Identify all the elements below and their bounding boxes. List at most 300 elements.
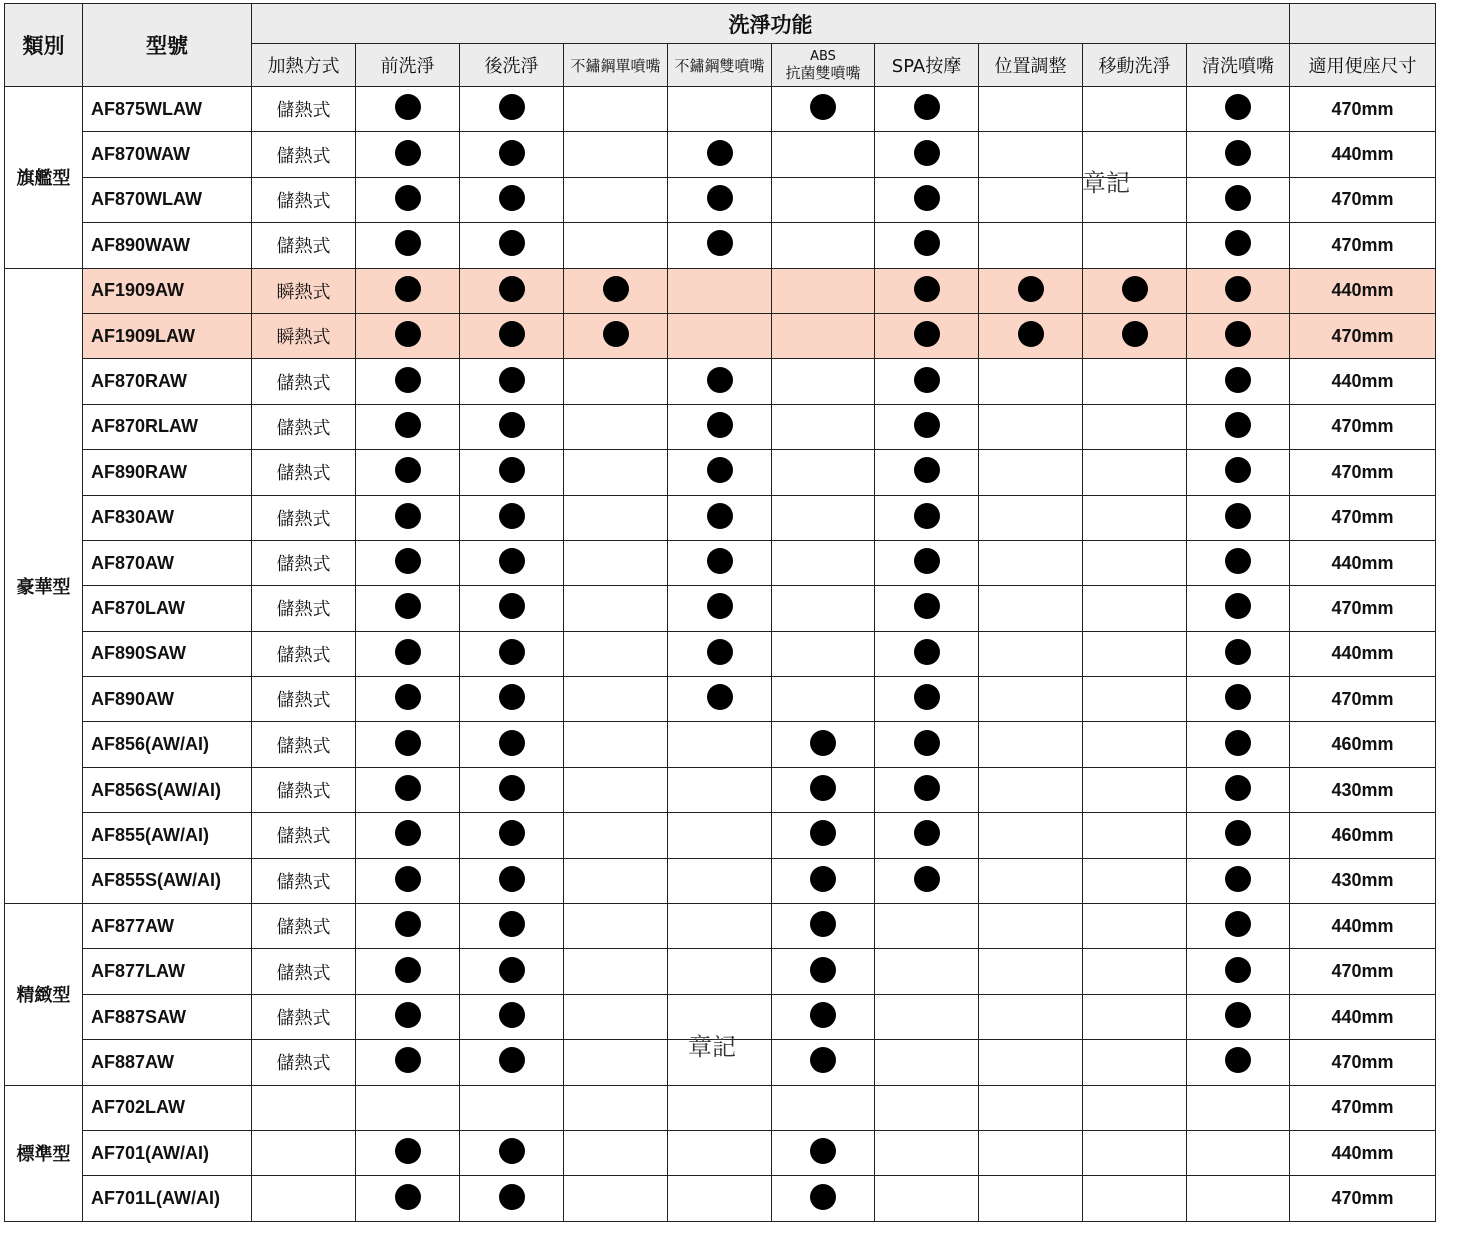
ss-single-nozzle-cell <box>564 359 668 404</box>
filled-dot-icon <box>914 230 940 256</box>
ss-double-nozzle-cell <box>668 223 772 268</box>
model-cell: AF877AW <box>83 904 252 949</box>
ss-double-nozzle-cell <box>668 132 772 177</box>
spa-massage-cell <box>875 540 979 585</box>
filled-dot-icon <box>914 321 940 347</box>
filled-dot-icon <box>707 367 733 393</box>
abs-double-nozzle-cell <box>772 132 875 177</box>
nozzle-clean-cell <box>1187 495 1290 540</box>
table-row <box>5 1130 1436 1175</box>
table-row <box>5 450 1436 495</box>
size-cell: 440mm <box>1290 904 1436 949</box>
ss-double-nozzle-cell <box>668 177 772 222</box>
heating-cell <box>252 1085 356 1130</box>
table-row <box>5 904 1436 949</box>
filled-dot-icon <box>395 593 421 619</box>
ss-single-nozzle-cell <box>564 631 668 676</box>
filled-dot-icon <box>1225 730 1251 756</box>
spa-massage-cell <box>875 767 979 812</box>
rear-wash-cell <box>460 1130 564 1175</box>
heating-cell: 儲熱式 <box>252 904 356 949</box>
heating-cell: 儲熱式 <box>252 994 356 1039</box>
table-row <box>5 586 1436 631</box>
spa-massage-cell <box>875 313 979 358</box>
spa-massage-cell <box>875 268 979 313</box>
heating-cell: 儲熱式 <box>252 813 356 858</box>
heating-cell: 瞬熱式 <box>252 268 356 313</box>
ss-double-nozzle-cell <box>668 540 772 585</box>
filled-dot-icon <box>914 684 940 710</box>
front-wash-cell <box>356 495 460 540</box>
ss-double-nozzle-cell <box>668 631 772 676</box>
front-wash-cell <box>356 132 460 177</box>
heating-cell: 儲熱式 <box>252 450 356 495</box>
filled-dot-icon <box>914 503 940 529</box>
filled-dot-icon <box>1225 94 1251 120</box>
heating-cell <box>252 1130 356 1175</box>
filled-dot-icon <box>499 230 525 256</box>
filled-dot-icon <box>395 185 421 211</box>
filled-dot-icon <box>499 911 525 937</box>
heating-cell: 儲熱式 <box>252 722 356 767</box>
size-cell: 470mm <box>1290 404 1436 449</box>
filled-dot-icon <box>395 94 421 120</box>
spa-massage-cell <box>875 858 979 903</box>
ss-single-nozzle-cell <box>564 223 668 268</box>
position-adjust-cell <box>979 1130 1083 1175</box>
filled-dot-icon <box>810 866 836 892</box>
abs-double-nozzle-cell <box>772 1040 875 1085</box>
table-row <box>5 1085 1436 1130</box>
position-adjust-cell <box>979 177 1083 222</box>
filled-dot-icon <box>707 412 733 438</box>
table-row <box>5 813 1436 858</box>
filled-dot-icon <box>707 140 733 166</box>
filled-dot-icon <box>499 593 525 619</box>
header-size-top <box>1290 4 1436 44</box>
header-ss-single-nozzle: 不鏽鋼單噴嘴 <box>564 44 668 87</box>
abs-double-nozzle-cell <box>772 1085 875 1130</box>
filled-dot-icon <box>1225 957 1251 983</box>
rear-wash-cell <box>460 450 564 495</box>
rear-wash-cell <box>460 858 564 903</box>
position-adjust-cell <box>979 223 1083 268</box>
size-cell: 440mm <box>1290 631 1436 676</box>
model-cell: AF870WAW <box>83 132 252 177</box>
ss-double-nozzle-cell <box>668 359 772 404</box>
filled-dot-icon <box>395 775 421 801</box>
moving-wash-cell <box>1083 313 1187 358</box>
ss-double-nozzle-cell <box>668 495 772 540</box>
table-row <box>5 223 1436 268</box>
filled-dot-icon <box>1122 321 1148 347</box>
model-cell: AF890SAW <box>83 631 252 676</box>
header-front-wash: 前洗淨 <box>356 44 460 87</box>
front-wash-cell <box>356 450 460 495</box>
filled-dot-icon <box>707 230 733 256</box>
filled-dot-icon <box>914 820 940 846</box>
ss-double-nozzle-cell <box>668 949 772 994</box>
header-category: 類別 <box>5 4 83 87</box>
filled-dot-icon <box>395 367 421 393</box>
nozzle-clean-cell <box>1187 767 1290 812</box>
moving-wash-cell <box>1083 858 1187 903</box>
filled-dot-icon <box>499 412 525 438</box>
rear-wash-cell <box>460 1176 564 1221</box>
model-cell: AF890AW <box>83 677 252 722</box>
filled-dot-icon <box>914 548 940 574</box>
spa-massage-cell <box>875 1176 979 1221</box>
spa-massage-cell <box>875 949 979 994</box>
filled-dot-icon <box>810 1002 836 1028</box>
filled-dot-icon <box>395 140 421 166</box>
ss-double-nozzle-cell <box>668 1176 772 1221</box>
ss-double-nozzle-cell <box>668 404 772 449</box>
spa-massage-cell <box>875 1040 979 1085</box>
model-cell: AF887SAW <box>83 994 252 1039</box>
model-cell: AF877LAW <box>83 949 252 994</box>
filled-dot-icon <box>1225 684 1251 710</box>
heating-cell: 儲熱式 <box>252 223 356 268</box>
position-adjust-cell <box>979 132 1083 177</box>
filled-dot-icon <box>395 457 421 483</box>
position-adjust-cell <box>979 813 1083 858</box>
filled-dot-icon <box>499 820 525 846</box>
filled-dot-icon <box>810 1138 836 1164</box>
ss-single-nozzle-cell <box>564 904 668 949</box>
moving-wash-cell <box>1083 677 1187 722</box>
size-cell: 430mm <box>1290 858 1436 903</box>
front-wash-cell <box>356 813 460 858</box>
size-cell: 440mm <box>1290 994 1436 1039</box>
abs-double-nozzle-cell <box>772 87 875 132</box>
size-cell: 470mm <box>1290 1176 1436 1221</box>
front-wash-cell <box>356 177 460 222</box>
moving-wash-cell <box>1083 722 1187 767</box>
size-cell: 440mm <box>1290 359 1436 404</box>
size-cell: 470mm <box>1290 313 1436 358</box>
rear-wash-cell <box>460 313 564 358</box>
rear-wash-cell <box>460 177 564 222</box>
filled-dot-icon <box>914 457 940 483</box>
abs-double-nozzle-cell <box>772 495 875 540</box>
abs-double-nozzle-cell <box>772 1130 875 1175</box>
filled-dot-icon <box>395 957 421 983</box>
front-wash-cell <box>356 87 460 132</box>
table-row <box>5 495 1436 540</box>
filled-dot-icon <box>1225 593 1251 619</box>
filled-dot-icon <box>914 639 940 665</box>
spa-massage-cell <box>875 586 979 631</box>
spa-massage-cell <box>875 177 979 222</box>
filled-dot-icon <box>395 321 421 347</box>
abs-double-nozzle-cell <box>772 404 875 449</box>
model-cell: AF1909LAW <box>83 313 252 358</box>
ss-double-nozzle-cell <box>668 904 772 949</box>
filled-dot-icon <box>499 684 525 710</box>
position-adjust-cell <box>979 586 1083 631</box>
rear-wash-cell <box>460 1040 564 1085</box>
filled-dot-icon <box>395 1047 421 1073</box>
table-row <box>5 767 1436 812</box>
heating-cell: 儲熱式 <box>252 1040 356 1085</box>
ss-single-nozzle-cell <box>564 949 668 994</box>
front-wash-cell <box>356 1176 460 1221</box>
filled-dot-icon <box>1225 1047 1251 1073</box>
ss-double-nozzle-cell <box>668 858 772 903</box>
spa-massage-cell <box>875 1130 979 1175</box>
heating-cell: 儲熱式 <box>252 949 356 994</box>
size-cell: 470mm <box>1290 177 1436 222</box>
heating-cell: 儲熱式 <box>252 767 356 812</box>
model-cell: AF887AW <box>83 1040 252 1085</box>
model-cell: AF830AW <box>83 495 252 540</box>
header-abs-label: ABS <box>810 49 836 64</box>
header-moving-wash: 移動洗淨 <box>1083 44 1187 87</box>
filled-dot-icon <box>707 639 733 665</box>
filled-dot-icon <box>395 1002 421 1028</box>
filled-dot-icon <box>499 457 525 483</box>
filled-dot-icon <box>395 548 421 574</box>
spa-massage-cell <box>875 677 979 722</box>
filled-dot-icon <box>499 276 525 302</box>
table-row <box>5 722 1436 767</box>
header-abs-antibacterial-label: 抗菌雙噴嘴 <box>785 64 861 82</box>
spa-massage-cell <box>875 722 979 767</box>
rear-wash-cell <box>460 268 564 313</box>
position-adjust-cell <box>979 1040 1083 1085</box>
filled-dot-icon <box>914 140 940 166</box>
position-adjust-cell <box>979 767 1083 812</box>
filled-dot-icon <box>1122 276 1148 302</box>
abs-double-nozzle-cell <box>772 540 875 585</box>
size-cell: 470mm <box>1290 450 1436 495</box>
abs-double-nozzle-cell <box>772 677 875 722</box>
header-position-adjust: 位置調整 <box>979 44 1083 87</box>
moving-wash-cell <box>1083 495 1187 540</box>
ss-single-nozzle-cell <box>564 586 668 631</box>
filled-dot-icon <box>603 321 629 347</box>
abs-double-nozzle-cell <box>772 223 875 268</box>
filled-dot-icon <box>914 185 940 211</box>
model-cell: AF702LAW <box>83 1085 252 1130</box>
filled-dot-icon <box>914 94 940 120</box>
ss-single-nozzle-cell <box>564 495 668 540</box>
ss-single-nozzle-cell <box>564 858 668 903</box>
filled-dot-icon <box>499 1002 525 1028</box>
position-adjust-cell <box>979 268 1083 313</box>
moving-wash-cell <box>1083 223 1187 268</box>
abs-double-nozzle-cell <box>772 177 875 222</box>
ss-double-nozzle-cell <box>668 586 772 631</box>
filled-dot-icon <box>499 1138 525 1164</box>
rear-wash-cell <box>460 767 564 812</box>
filled-dot-icon <box>1225 503 1251 529</box>
ss-single-nozzle-cell <box>564 767 668 812</box>
filled-dot-icon <box>1225 230 1251 256</box>
moving-wash-cell <box>1083 1176 1187 1221</box>
front-wash-cell <box>356 949 460 994</box>
filled-dot-icon <box>1225 185 1251 211</box>
heating-cell: 儲熱式 <box>252 495 356 540</box>
spa-massage-cell <box>875 495 979 540</box>
ss-double-nozzle-cell <box>668 87 772 132</box>
header-rear-wash: 後洗淨 <box>460 44 564 87</box>
heating-cell: 儲熱式 <box>252 404 356 449</box>
spa-massage-cell <box>875 132 979 177</box>
table-row <box>5 177 1436 222</box>
filled-dot-icon <box>810 730 836 756</box>
front-wash-cell <box>356 540 460 585</box>
filled-dot-icon <box>1018 276 1044 302</box>
front-wash-cell <box>356 904 460 949</box>
category-cell: 精緻型 <box>5 904 83 1086</box>
filled-dot-icon <box>1225 866 1251 892</box>
nozzle-clean-cell <box>1187 1085 1290 1130</box>
size-cell: 470mm <box>1290 1040 1436 1085</box>
ss-double-nozzle-cell <box>668 813 772 858</box>
filled-dot-icon <box>395 820 421 846</box>
model-cell: AF870RAW <box>83 359 252 404</box>
table-row <box>5 858 1436 903</box>
size-cell: 470mm <box>1290 87 1436 132</box>
filled-dot-icon <box>1225 412 1251 438</box>
ss-single-nozzle-cell <box>564 404 668 449</box>
nozzle-clean-cell <box>1187 994 1290 1039</box>
header-heating: 加熱方式 <box>252 44 356 87</box>
position-adjust-cell <box>979 858 1083 903</box>
moving-wash-cell <box>1083 540 1187 585</box>
table-row <box>5 540 1436 585</box>
nozzle-clean-cell <box>1187 223 1290 268</box>
model-cell: AF870LAW <box>83 586 252 631</box>
heating-cell <box>252 1176 356 1221</box>
nozzle-clean-cell <box>1187 177 1290 222</box>
ss-single-nozzle-cell <box>564 722 668 767</box>
front-wash-cell <box>356 722 460 767</box>
category-cell: 標準型 <box>5 1085 83 1221</box>
spa-massage-cell <box>875 994 979 1039</box>
nozzle-clean-cell <box>1187 904 1290 949</box>
rear-wash-cell <box>460 404 564 449</box>
position-adjust-cell <box>979 722 1083 767</box>
abs-double-nozzle-cell <box>772 586 875 631</box>
nozzle-clean-cell <box>1187 313 1290 358</box>
ss-single-nozzle-cell <box>564 450 668 495</box>
filled-dot-icon <box>914 866 940 892</box>
filled-dot-icon <box>1225 1002 1251 1028</box>
filled-dot-icon <box>914 730 940 756</box>
category-cell: 旗艦型 <box>5 87 83 269</box>
heating-cell: 儲熱式 <box>252 858 356 903</box>
moving-wash-cell <box>1083 1130 1187 1175</box>
front-wash-cell <box>356 359 460 404</box>
ss-double-nozzle-cell <box>668 450 772 495</box>
table-row <box>5 268 1436 313</box>
front-wash-cell <box>356 767 460 812</box>
nozzle-clean-cell <box>1187 540 1290 585</box>
table-row <box>5 87 1436 132</box>
ss-single-nozzle-cell <box>564 132 668 177</box>
rear-wash-cell <box>460 813 564 858</box>
moving-wash-cell <box>1083 631 1187 676</box>
rear-wash-cell <box>460 994 564 1039</box>
heating-cell: 儲熱式 <box>252 359 356 404</box>
nozzle-clean-cell <box>1187 1040 1290 1085</box>
heating-cell: 瞬熱式 <box>252 313 356 358</box>
filled-dot-icon <box>1225 911 1251 937</box>
moving-wash-cell <box>1083 268 1187 313</box>
filled-dot-icon <box>1225 775 1251 801</box>
position-adjust-cell <box>979 904 1083 949</box>
model-cell: AF890WAW <box>83 223 252 268</box>
table-row <box>5 404 1436 449</box>
table-row <box>5 313 1436 358</box>
filled-dot-icon <box>1225 140 1251 166</box>
filled-dot-icon <box>914 367 940 393</box>
front-wash-cell <box>356 1040 460 1085</box>
ss-single-nozzle-cell <box>564 268 668 313</box>
filled-dot-icon <box>603 276 629 302</box>
moving-wash-cell <box>1083 1085 1187 1130</box>
moving-wash-cell <box>1083 450 1187 495</box>
moving-wash-cell <box>1083 404 1187 449</box>
filled-dot-icon <box>499 503 525 529</box>
heating-cell: 儲熱式 <box>252 631 356 676</box>
rear-wash-cell <box>460 904 564 949</box>
moving-wash-cell <box>1083 87 1187 132</box>
filled-dot-icon <box>499 321 525 347</box>
abs-double-nozzle-cell <box>772 767 875 812</box>
filled-dot-icon <box>395 412 421 438</box>
model-cell: AF856S(AW/AI) <box>83 767 252 812</box>
abs-double-nozzle-cell <box>772 1176 875 1221</box>
size-cell: 460mm <box>1290 722 1436 767</box>
filled-dot-icon <box>914 775 940 801</box>
filled-dot-icon <box>395 276 421 302</box>
ss-double-nozzle-cell <box>668 268 772 313</box>
position-adjust-cell <box>979 495 1083 540</box>
front-wash-cell <box>356 1130 460 1175</box>
front-wash-cell <box>356 404 460 449</box>
moving-wash-cell <box>1083 949 1187 994</box>
size-cell: 460mm <box>1290 813 1436 858</box>
filled-dot-icon <box>499 1184 525 1210</box>
header-ss-double-nozzle: 不鏽鋼雙噴嘴 <box>668 44 772 87</box>
model-cell: AF875WLAW <box>83 87 252 132</box>
model-cell: AF890RAW <box>83 450 252 495</box>
rear-wash-cell <box>460 949 564 994</box>
position-adjust-cell <box>979 359 1083 404</box>
filled-dot-icon <box>707 503 733 529</box>
nozzle-clean-cell <box>1187 132 1290 177</box>
front-wash-cell <box>356 586 460 631</box>
table-row <box>5 132 1436 177</box>
filled-dot-icon <box>810 820 836 846</box>
position-adjust-cell <box>979 677 1083 722</box>
filled-dot-icon <box>395 866 421 892</box>
filled-dot-icon <box>395 639 421 665</box>
heating-cell: 儲熱式 <box>252 677 356 722</box>
model-cell: AF855S(AW/AI) <box>83 858 252 903</box>
filled-dot-icon <box>810 1047 836 1073</box>
rear-wash-cell <box>460 677 564 722</box>
filled-dot-icon <box>810 911 836 937</box>
heating-cell: 儲熱式 <box>252 177 356 222</box>
filled-dot-icon <box>810 957 836 983</box>
nozzle-clean-cell <box>1187 813 1290 858</box>
filled-dot-icon <box>499 94 525 120</box>
